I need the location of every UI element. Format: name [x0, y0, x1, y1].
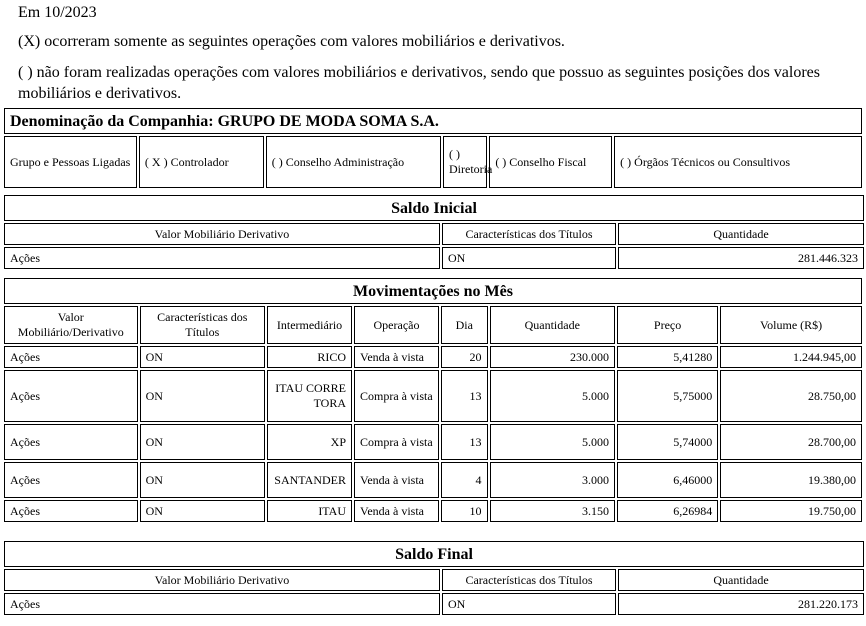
mov-caract: ON — [140, 370, 265, 422]
saldo-final-header-qtd: Quantidade — [618, 569, 864, 591]
option-diretoria: ( ) Diretoria — [443, 136, 487, 188]
saldo-inicial-table — [2, 193, 866, 271]
saldo-final-header-caract: Características dos Títulos — [442, 569, 616, 591]
mov-intermediario: ITAU CORRETORA — [267, 370, 352, 422]
saldo-final-title: Saldo Final — [4, 541, 864, 567]
option-controlador: ( X ) Controlador — [139, 136, 264, 188]
mov-valor: Ações — [4, 500, 138, 522]
mov-operacao: Venda à vista — [354, 500, 439, 522]
saldo-inicial-caract: ON — [442, 247, 616, 269]
mov-preco: 6,26984 — [617, 500, 718, 522]
saldo-final-qtd: 281.220.173 — [618, 593, 864, 615]
mov-intermediario: RICO — [267, 346, 352, 368]
saldo-final-valor: Ações — [4, 593, 440, 615]
mov-header-preco: Preço — [617, 306, 718, 344]
mov-preco: 5,74000 — [617, 424, 718, 460]
mov-volume: 19.380,00 — [720, 462, 862, 498]
option-occurred: (X) ocorreram somente as seguintes operações com valores mobiliários e derivativos. — [18, 33, 565, 50]
mov-quantidade: 5.000 — [490, 370, 615, 422]
saldo-final-table — [2, 539, 866, 617]
mov-preco: 5,75000 — [617, 370, 718, 422]
option-not-occurred: ( ) não foram realizadas operações com valores mobiliários e derivativos, sendo que possuo as seguintes posições dos valores mobiliários e derivativos. — [18, 64, 820, 102]
saldo-inicial-header-caract: Características dos Títulos — [442, 223, 616, 245]
mov-dia: 20 — [441, 346, 488, 368]
mov-caract: ON — [140, 500, 265, 522]
mov-valor: Ações — [4, 346, 138, 368]
movimentacoes-title: Movimentações no Mês — [4, 278, 862, 304]
mov-quantidade: 3.150 — [490, 500, 615, 522]
movimentacoes-table — [2, 276, 864, 524]
mov-operacao: Compra à vista — [354, 370, 439, 422]
table-row — [4, 370, 862, 422]
mov-operacao: Venda à vista — [354, 346, 439, 368]
mov-volume: 19.750,00 — [720, 500, 862, 522]
company-table — [2, 106, 864, 190]
saldo-inicial-header-qtd: Quantidade — [618, 223, 864, 245]
saldo-final-header-valor: Valor Mobiliário Derivativo — [4, 569, 440, 591]
option-orgaos-tecnicos: ( ) Órgãos Técnicos ou Consultivos — [614, 136, 862, 188]
mov-header-intermediario: Intermediário — [267, 306, 352, 344]
mov-caract: ON — [140, 424, 265, 460]
table-row — [4, 346, 862, 368]
option-conselho-fiscal: ( ) Conselho Fiscal — [489, 136, 612, 188]
saldo-final-caract: ON — [442, 593, 616, 615]
saldo-inicial-title: Saldo Inicial — [4, 195, 864, 221]
mov-header-dia: Dia — [441, 306, 488, 344]
mov-operacao: Venda à vista — [354, 462, 439, 498]
mov-volume: 28.700,00 — [720, 424, 862, 460]
mov-intermediario: SANTANDER — [267, 462, 352, 498]
mov-dia: 4 — [441, 462, 488, 498]
mov-header-caract: Características dos Títulos — [140, 306, 265, 344]
table-row — [4, 424, 862, 460]
mov-valor: Ações — [4, 370, 138, 422]
mov-dia: 13 — [441, 370, 488, 422]
mov-quantidade: 3.000 — [490, 462, 615, 498]
mov-intermediario: XP — [267, 424, 352, 460]
mov-quantidade: 230.000 — [490, 346, 615, 368]
mov-preco: 6,46000 — [617, 462, 718, 498]
mov-header-valor: Valor Mobiliário/Derivativo — [4, 306, 138, 344]
mov-caract: ON — [140, 346, 265, 368]
saldo-inicial-header-valor: Valor Mobiliário Derivativo — [4, 223, 440, 245]
table-row — [4, 462, 862, 498]
saldo-inicial-qtd: 281.446.323 — [618, 247, 864, 269]
period-label: Em 10/2023 — [18, 4, 97, 21]
option-conselho-administracao: ( ) Conselho Administração — [266, 136, 441, 188]
company-denomination: Denominação da Companhia: GRUPO DE MODA SOMA S.A. — [4, 108, 862, 134]
mov-dia: 10 — [441, 500, 488, 522]
mov-intermediario: ITAU — [267, 500, 352, 522]
mov-dia: 13 — [441, 424, 488, 460]
mov-preco: 5,41280 — [617, 346, 718, 368]
mov-valor: Ações — [4, 424, 138, 460]
mov-caract: ON — [140, 462, 265, 498]
group-label: Grupo e Pessoas Ligadas — [4, 136, 137, 188]
mov-quantidade: 5.000 — [490, 424, 615, 460]
table-row — [4, 500, 862, 522]
mov-header-operacao: Operação — [354, 306, 439, 344]
mov-volume: 28.750,00 — [720, 370, 862, 422]
saldo-inicial-valor: Ações — [4, 247, 440, 269]
mov-header-quantidade: Quantidade — [490, 306, 615, 344]
mov-operacao: Compra à vista — [354, 424, 439, 460]
mov-valor: Ações — [4, 462, 138, 498]
mov-header-volume: Volume (R$) — [720, 306, 862, 344]
mov-volume: 1.244.945,00 — [720, 346, 862, 368]
